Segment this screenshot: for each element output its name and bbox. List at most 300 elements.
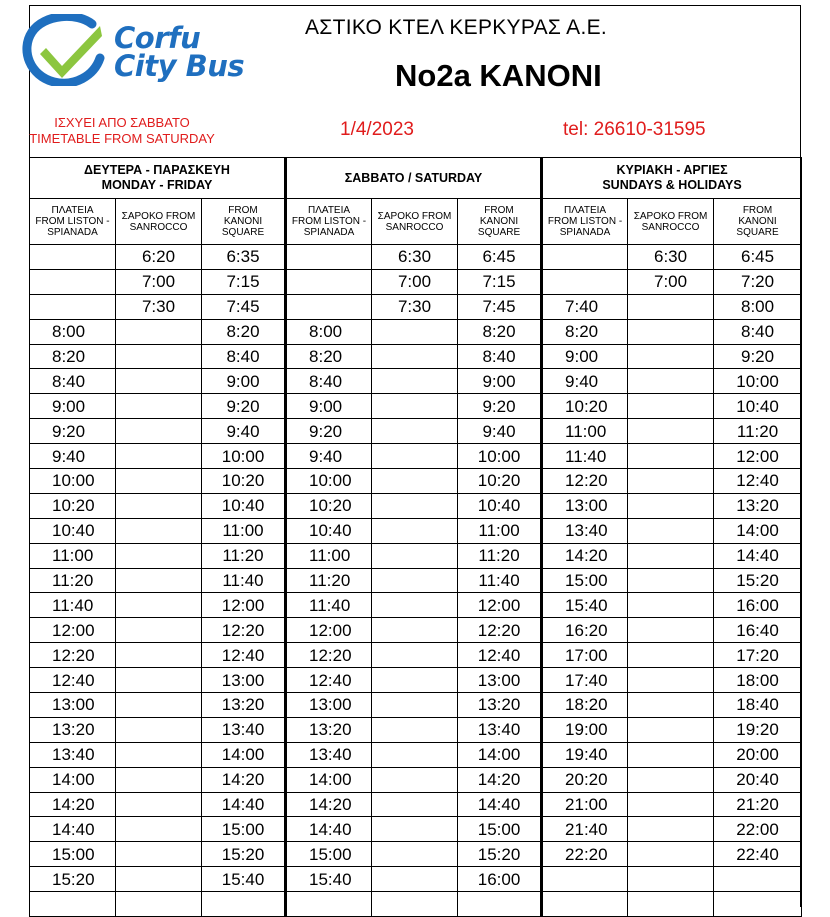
- departure-time: 13:40: [30, 742, 116, 767]
- departure-time: 9:20: [30, 419, 116, 444]
- column-header-line: ΠΛΑΤΕΙΑ: [307, 205, 351, 216]
- departure-time: [372, 568, 458, 593]
- departure-time: 16:00: [714, 593, 802, 618]
- departure-time: 21:20: [714, 792, 802, 817]
- departure-time: 11:00: [286, 543, 372, 568]
- departure-time: 14:40: [714, 543, 802, 568]
- column-header-line: SANROCCO: [129, 221, 188, 233]
- departure-time: 11:40: [458, 568, 542, 593]
- departure-time: 13:20: [202, 693, 286, 718]
- departure-time: 14:00: [202, 742, 286, 767]
- column-kanoni-header: [458, 199, 542, 245]
- table-row: [30, 867, 802, 892]
- departure-time: 11:00: [458, 518, 542, 543]
- departure-time: [30, 245, 116, 270]
- departure-time: 14:20: [286, 792, 372, 817]
- departure-time: 12:20: [30, 643, 116, 668]
- departure-time: [628, 892, 714, 917]
- departure-time: [372, 394, 458, 419]
- effective-date: 1/4/2023: [340, 119, 414, 140]
- validity-note: [22, 115, 222, 147]
- departure-time: 9:20: [286, 419, 372, 444]
- column-header-line: ΠΛΑΤΕΙΑ: [564, 205, 607, 216]
- departure-time: [628, 693, 714, 718]
- departure-time: 12:20: [458, 618, 542, 643]
- departure-time: [372, 892, 458, 917]
- route-title: No2a KANONI: [395, 58, 602, 93]
- departure-time: [628, 593, 714, 618]
- departure-time: [116, 369, 202, 394]
- departure-time: [628, 543, 714, 568]
- departure-time: 7:40: [542, 294, 628, 319]
- departure-time: [372, 842, 458, 867]
- table-row: [30, 394, 802, 419]
- departure-time: 11:20: [286, 568, 372, 593]
- departure-time: 15:00: [30, 842, 116, 867]
- departure-time: 13:20: [286, 717, 372, 742]
- departure-time: 14:40: [30, 817, 116, 842]
- departure-time: 21:40: [542, 817, 628, 842]
- departure-time: 15:20: [458, 842, 542, 867]
- departure-time: 14:00: [458, 742, 542, 767]
- departure-time: 10:40: [286, 518, 372, 543]
- departure-time: [116, 394, 202, 419]
- departure-time: 18:20: [542, 693, 628, 718]
- table-row: [30, 245, 802, 270]
- departure-time: 14:20: [30, 792, 116, 817]
- departure-time: 6:20: [116, 245, 202, 270]
- section-title-gr: ΣΑΒΒΑΤΟ / SATURDAY: [344, 170, 483, 185]
- departure-time: 7:00: [372, 269, 458, 294]
- departure-time: 20:20: [542, 767, 628, 792]
- departure-time: [628, 742, 714, 767]
- departure-time: 10:20: [202, 469, 286, 494]
- departure-time: [116, 444, 202, 469]
- departure-time: 7:15: [202, 269, 286, 294]
- departure-time: [372, 419, 458, 444]
- column-header-line: FROM LISTON -: [35, 216, 110, 227]
- departure-time: [116, 668, 202, 693]
- departure-time: 15:40: [286, 867, 372, 892]
- departure-time: 9:40: [458, 419, 542, 444]
- column-header-line: KANONI: [223, 216, 263, 227]
- departure-time: [286, 294, 372, 319]
- departure-time: 14:00: [714, 518, 802, 543]
- departure-time: 12:40: [458, 643, 542, 668]
- section-title-gr: ΔΕΥΤΕΡΑ - ΠΑΡΑΣΚΕΥΗ: [84, 163, 230, 177]
- validity-en: TIMETABLE FROM SATURDAY: [29, 131, 215, 146]
- departure-time: [628, 344, 714, 369]
- departure-time: 9:00: [202, 369, 286, 394]
- departure-time: 11:20: [202, 543, 286, 568]
- departure-time: [628, 319, 714, 344]
- departure-time: 12:40: [714, 469, 802, 494]
- departure-time: 8:20: [286, 344, 372, 369]
- departure-time: [30, 269, 116, 294]
- departure-time: 10:00: [458, 444, 542, 469]
- section-saturday: [286, 158, 542, 199]
- departure-time: [202, 892, 286, 917]
- departure-time: [372, 469, 458, 494]
- departure-time: [628, 767, 714, 792]
- departure-time: [714, 867, 802, 892]
- column-header-line: KANONI: [479, 216, 519, 227]
- departure-time: 13:40: [202, 717, 286, 742]
- table-row: [30, 817, 802, 842]
- column-liston-header: [542, 199, 628, 245]
- departure-time: 22:20: [542, 842, 628, 867]
- departure-time: 14:40: [458, 792, 542, 817]
- departure-time: [628, 792, 714, 817]
- departure-time: [628, 394, 714, 419]
- table-row: [30, 792, 802, 817]
- column-header-line: SQUARE: [221, 227, 265, 238]
- departure-time: 7:30: [372, 294, 458, 319]
- departure-time: 6:45: [458, 245, 542, 270]
- table-row: [30, 493, 802, 518]
- table-row: [30, 892, 802, 917]
- table-row: [30, 767, 802, 792]
- departure-time: 9:00: [30, 394, 116, 419]
- departure-time: 14:20: [202, 767, 286, 792]
- table-row: [30, 518, 802, 543]
- column-sanrocco-header: [372, 199, 458, 245]
- departure-time: [116, 518, 202, 543]
- departure-time: [372, 767, 458, 792]
- table-row: [30, 294, 802, 319]
- departure-time: 15:20: [714, 568, 802, 593]
- departure-time: 9:00: [542, 344, 628, 369]
- departure-time: 13:00: [286, 693, 372, 718]
- departure-time: 9:20: [458, 394, 542, 419]
- departure-time: 13:00: [458, 668, 542, 693]
- column-kanoni-header: [202, 199, 286, 245]
- departure-time: 8:20: [30, 344, 116, 369]
- section-title-en: SUNDAYS & HOLIDAYS: [602, 178, 742, 192]
- departure-time: 9:40: [286, 444, 372, 469]
- departure-time: 13:00: [30, 693, 116, 718]
- table-row: [30, 319, 802, 344]
- departure-time: 15:00: [458, 817, 542, 842]
- departure-time: [542, 892, 628, 917]
- departure-time: 6:45: [714, 245, 802, 270]
- departure-time: 7:45: [458, 294, 542, 319]
- departure-time: 12:00: [202, 593, 286, 618]
- departure-time: 14:20: [542, 543, 628, 568]
- departure-time: [542, 245, 628, 270]
- departure-time: 8:40: [714, 319, 802, 344]
- departure-time: 8:40: [202, 344, 286, 369]
- departure-time: 13:20: [458, 693, 542, 718]
- table-row: [30, 842, 802, 867]
- company-name: ΑΣΤΙΚΟ ΚΤΕΛ ΚΕΡΚΥΡΑΣ Α.Ε.: [305, 16, 608, 39]
- phone-number: tel: 26610-31595: [563, 119, 706, 140]
- departure-time: 11:40: [286, 593, 372, 618]
- departure-time: 8:20: [202, 319, 286, 344]
- departure-time: [628, 444, 714, 469]
- departure-time: 11:40: [30, 593, 116, 618]
- departure-time: 10:40: [458, 493, 542, 518]
- departure-time: 16:20: [542, 618, 628, 643]
- departure-time: 13:20: [714, 493, 802, 518]
- column-header-line: ΣΑΡΟΚΟ FROM: [633, 210, 708, 222]
- departure-time: [116, 792, 202, 817]
- departure-time: 22:00: [714, 817, 802, 842]
- departure-time: [116, 867, 202, 892]
- departure-time: [628, 469, 714, 494]
- departure-time: [286, 892, 372, 917]
- column-liston-header: [30, 199, 116, 245]
- logo-text-city-bus: City Bus: [114, 49, 245, 83]
- departure-time: [542, 269, 628, 294]
- departure-time: [116, 543, 202, 568]
- departure-time: 19:00: [542, 717, 628, 742]
- departure-time: 15:40: [202, 867, 286, 892]
- departure-time: [286, 269, 372, 294]
- departure-time: 15:00: [202, 817, 286, 842]
- column-header-line: ΠΛΑΤΕΙΑ: [51, 205, 94, 216]
- departure-time: 11:00: [542, 419, 628, 444]
- departure-time: [628, 493, 714, 518]
- column-header-line: SPIANADA: [559, 227, 611, 238]
- departure-time: 13:40: [286, 742, 372, 767]
- table-row: [30, 618, 802, 643]
- departure-time: [628, 817, 714, 842]
- departure-time: [116, 618, 202, 643]
- departure-time: [116, 742, 202, 767]
- departure-time: 10:20: [30, 493, 116, 518]
- departure-time: 10:40: [714, 394, 802, 419]
- departure-time: 21:00: [542, 792, 628, 817]
- departure-time: 18:40: [714, 693, 802, 718]
- departure-time: 11:00: [202, 518, 286, 543]
- column-header-line: SANROCCO: [385, 221, 444, 233]
- departure-time: [372, 668, 458, 693]
- departure-time: [628, 419, 714, 444]
- departure-time: 6:30: [372, 245, 458, 270]
- table-row: [30, 668, 802, 693]
- departure-time: 10:40: [30, 518, 116, 543]
- departure-time: 22:40: [714, 842, 802, 867]
- departure-time: [30, 892, 116, 917]
- departure-time: [628, 618, 714, 643]
- departure-time: 16:00: [458, 867, 542, 892]
- departure-time: 8:40: [30, 369, 116, 394]
- departure-time: [116, 892, 202, 917]
- column-header-line: SPIANADA: [303, 227, 355, 238]
- departure-time: 14:40: [286, 817, 372, 842]
- departure-time: [116, 693, 202, 718]
- column-header-line: FROM: [742, 205, 773, 216]
- departure-time: 11:40: [202, 568, 286, 593]
- departure-time: 11:20: [30, 568, 116, 593]
- departure-time: 13:00: [202, 668, 286, 693]
- departure-time: 7:00: [628, 269, 714, 294]
- departure-time: 14:40: [202, 792, 286, 817]
- departure-time: [116, 419, 202, 444]
- departure-time: [628, 518, 714, 543]
- departure-time: 11:40: [542, 444, 628, 469]
- departure-time: 8:40: [458, 344, 542, 369]
- departure-time: 10:40: [202, 493, 286, 518]
- departure-time: 9:20: [714, 344, 802, 369]
- table-row: [30, 269, 802, 294]
- departure-time: [116, 493, 202, 518]
- departure-time: 15:20: [30, 867, 116, 892]
- table-row: [30, 369, 802, 394]
- section-title-en: MONDAY - FRIDAY: [101, 178, 213, 192]
- departure-time: 10:00: [286, 469, 372, 494]
- departure-time: [372, 543, 458, 568]
- check-ring-icon: [22, 14, 110, 86]
- departure-time: 10:20: [542, 394, 628, 419]
- departure-time: 7:45: [202, 294, 286, 319]
- departure-time: [542, 867, 628, 892]
- departure-time: 20:00: [714, 742, 802, 767]
- departure-time: 12:00: [286, 618, 372, 643]
- departure-time: [372, 518, 458, 543]
- departure-time: 10:20: [458, 469, 542, 494]
- departure-time: [458, 892, 542, 917]
- departure-time: [372, 742, 458, 767]
- departure-time: [628, 842, 714, 867]
- departure-time: [116, 767, 202, 792]
- departure-time: [286, 245, 372, 270]
- departure-time: [372, 817, 458, 842]
- departure-time: [628, 643, 714, 668]
- departure-time: 17:00: [542, 643, 628, 668]
- column-header-line: FROM LISTON -: [547, 216, 623, 227]
- departure-time: [116, 643, 202, 668]
- departure-time: 12:20: [286, 643, 372, 668]
- departure-time: 16:40: [714, 618, 802, 643]
- departure-time: 19:20: [714, 717, 802, 742]
- departure-time: 12:00: [714, 444, 802, 469]
- departure-time: 14:00: [30, 767, 116, 792]
- departure-time: [116, 717, 202, 742]
- departure-time: 12:40: [202, 643, 286, 668]
- departure-time: [116, 344, 202, 369]
- departure-time: 8:00: [30, 319, 116, 344]
- column-liston-header: [286, 199, 372, 245]
- table-row: [30, 693, 802, 718]
- departure-time: 8:40: [286, 369, 372, 394]
- departure-time: [628, 867, 714, 892]
- departure-time: 15:00: [286, 842, 372, 867]
- departure-time: 12:20: [542, 469, 628, 494]
- departure-time: 10:00: [714, 369, 802, 394]
- column-kanoni-header: [714, 199, 802, 245]
- departure-time: 12:20: [202, 618, 286, 643]
- column-header-line: FROM: [484, 205, 514, 216]
- departure-time: [116, 817, 202, 842]
- validity-gr: ΙΣΧΥΕΙ ΑΠΟ ΣΑΒΒΑΤΟ: [54, 115, 190, 130]
- departure-time: [628, 294, 714, 319]
- column-header-line: SQUARE: [477, 227, 521, 238]
- departure-time: 8:00: [714, 294, 802, 319]
- departure-time: [372, 344, 458, 369]
- departure-time: [116, 568, 202, 593]
- departure-time: 18:00: [714, 668, 802, 693]
- column-header-line: FROM LISTON -: [291, 216, 367, 227]
- departure-time: 13:00: [542, 493, 628, 518]
- departure-time: 9:00: [458, 369, 542, 394]
- column-header-line: SQUARE: [736, 227, 779, 238]
- departure-time: 7:00: [116, 269, 202, 294]
- departure-time: 11:20: [458, 543, 542, 568]
- departure-time: [372, 319, 458, 344]
- departure-time: [372, 444, 458, 469]
- departure-time: [372, 717, 458, 742]
- column-sanrocco-header: [628, 199, 714, 245]
- section-title-gr: ΚΥΡΙΑΚΗ - ΑΡΓΙΕΣ: [616, 163, 728, 177]
- column-header-line: KANONI: [738, 216, 777, 227]
- departure-time: 7:30: [116, 294, 202, 319]
- table-row: [30, 643, 802, 668]
- corfu-city-bus-logo: [22, 14, 262, 86]
- departure-time: 9:40: [30, 444, 116, 469]
- departure-time: [372, 867, 458, 892]
- departure-time: 6:30: [628, 245, 714, 270]
- departure-time: 12:00: [458, 593, 542, 618]
- departure-time: [30, 294, 116, 319]
- departure-time: 20:40: [714, 767, 802, 792]
- table-row: [30, 742, 802, 767]
- departure-time: 7:15: [458, 269, 542, 294]
- departure-time: [372, 643, 458, 668]
- departure-time: 8:20: [542, 319, 628, 344]
- departure-time: 6:35: [202, 245, 286, 270]
- departure-time: 13:40: [542, 518, 628, 543]
- column-sanrocco-header: [116, 199, 202, 245]
- departure-time: [628, 717, 714, 742]
- departure-time: 15:00: [542, 568, 628, 593]
- departure-time: 10:00: [30, 469, 116, 494]
- departure-time: [628, 568, 714, 593]
- column-header-line: ΣΑΡΟΚΟ FROM: [121, 210, 196, 222]
- logo-text-corfu: Corfu: [114, 21, 201, 55]
- table-row: [30, 444, 802, 469]
- section-weekdays: [30, 158, 286, 199]
- departure-time: 9:40: [202, 419, 286, 444]
- departure-time: 11:20: [714, 419, 802, 444]
- departure-time: 10:00: [202, 444, 286, 469]
- column-header-line: SANROCCO: [641, 221, 700, 233]
- departure-time: 11:00: [30, 543, 116, 568]
- departure-time: [372, 693, 458, 718]
- departure-time: 15:20: [202, 842, 286, 867]
- departure-time: [116, 593, 202, 618]
- departure-time: 13:20: [30, 717, 116, 742]
- departure-time: 12:40: [30, 668, 116, 693]
- departure-time: [372, 369, 458, 394]
- departure-time: 7:20: [714, 269, 802, 294]
- departure-time: 9:20: [202, 394, 286, 419]
- table-row: [30, 568, 802, 593]
- departure-time: 17:20: [714, 643, 802, 668]
- table-row: [30, 344, 802, 369]
- table-row: [30, 419, 802, 444]
- departure-time: 9:40: [542, 369, 628, 394]
- departure-time: 12:40: [286, 668, 372, 693]
- section-sundays: [542, 158, 802, 199]
- departure-time: [116, 842, 202, 867]
- departure-time: 13:40: [458, 717, 542, 742]
- departure-time: 17:40: [542, 668, 628, 693]
- table-row: [30, 717, 802, 742]
- departure-time: [372, 493, 458, 518]
- column-header-line: SPIANADA: [47, 227, 98, 238]
